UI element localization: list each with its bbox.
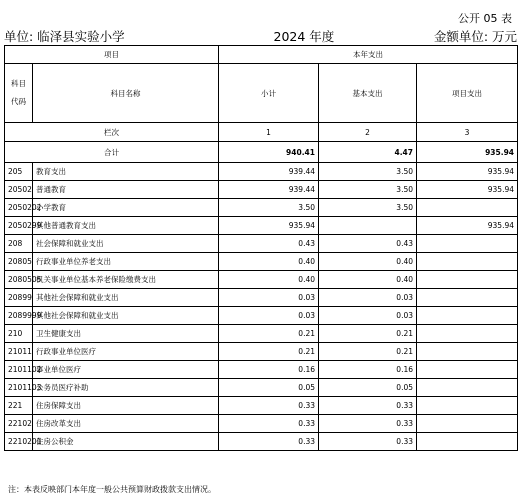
cell-subtotal: 0.40: [219, 253, 319, 271]
header-basic: 基本支出: [319, 64, 417, 123]
header-name: 科目名称: [33, 64, 219, 123]
cell-basic: 0.05: [319, 379, 417, 397]
cell-name: 小学教育: [33, 199, 219, 217]
cell-subtotal: 0.03: [219, 307, 319, 325]
cell-project: [417, 415, 518, 433]
cell-project: [417, 343, 518, 361]
cell-basic: 3.50: [319, 163, 417, 181]
cell-basic: 0.33: [319, 397, 417, 415]
cell-name: 住房改革支出: [33, 415, 219, 433]
cell-subtotal: 939.44: [219, 181, 319, 199]
total-subtotal: 940.41: [219, 142, 319, 163]
cell-project: [417, 325, 518, 343]
cell-basic: 0.33: [319, 433, 417, 451]
cell-code: 2101103: [5, 379, 33, 397]
column-index-label: 栏次: [5, 123, 219, 142]
table-row: [5, 217, 518, 235]
cell-basic: 0.03: [319, 307, 417, 325]
cell-code: 20899: [5, 289, 33, 307]
cell-basic: 0.21: [319, 325, 417, 343]
cell-name: 事业单位医疗: [33, 361, 219, 379]
table-row: [5, 235, 518, 253]
money-unit-label: 金额单位: 万元: [433, 29, 517, 44]
cell-project: [417, 433, 518, 451]
column-index-3: 3: [417, 123, 518, 142]
cell-subtotal: 0.40: [219, 271, 319, 289]
table-row: [5, 379, 518, 397]
table-header-info: [4, 27, 517, 46]
cell-subtotal: 3.50: [219, 199, 319, 217]
cell-basic: 3.50: [319, 199, 417, 217]
table-row: [5, 163, 518, 181]
cell-code: 2089999: [5, 307, 33, 325]
cell-project: [417, 253, 518, 271]
cell-project: [417, 379, 518, 397]
cell-code: 205: [5, 163, 33, 181]
table-row: [5, 289, 518, 307]
cell-basic: 0.43: [319, 235, 417, 253]
cell-basic: 0.33: [319, 415, 417, 433]
column-index-row: [5, 123, 518, 142]
cell-name: 公务员医疗补助: [33, 379, 219, 397]
cell-name: 教育支出: [33, 163, 219, 181]
cell-project: 935.94: [417, 163, 518, 181]
header-item: 项目: [5, 46, 219, 64]
cell-basic: 0.03: [319, 289, 417, 307]
table-row: [5, 271, 518, 289]
cell-project: [417, 397, 518, 415]
cell-project: [417, 361, 518, 379]
header-row-1: [5, 46, 518, 64]
cell-project: 935.94: [417, 181, 518, 199]
table-row: [5, 181, 518, 199]
cell-name: 行政事业单位养老支出: [33, 253, 219, 271]
cell-name: 其他社会保障和就业支出: [33, 307, 219, 325]
cell-subtotal: 0.16: [219, 361, 319, 379]
cell-subtotal: 0.03: [219, 289, 319, 307]
cell-subtotal: 0.33: [219, 433, 319, 451]
total-basic: 4.47: [319, 142, 417, 163]
cell-project: [417, 199, 518, 217]
column-index-2: 2: [319, 123, 417, 142]
table-row: [5, 361, 518, 379]
cell-subtotal: 935.94: [219, 217, 319, 235]
cell-code: 20502: [5, 181, 33, 199]
table-row: [5, 199, 518, 217]
table-row: [5, 415, 518, 433]
cell-project: [417, 271, 518, 289]
cell-code: 22102: [5, 415, 33, 433]
cell-code: 221: [5, 397, 33, 415]
cell-name: 机关事业单位基本养老保险缴费支出: [33, 271, 219, 289]
cell-code: 2210201: [5, 433, 33, 451]
cell-code: 2080505: [5, 271, 33, 289]
cell-code: 21011: [5, 343, 33, 361]
table-row: [5, 307, 518, 325]
cell-project: [417, 307, 518, 325]
cell-name: 社会保障和就业支出: [33, 235, 219, 253]
total-project: 935.94: [417, 142, 518, 163]
cell-basic: 0.21: [319, 343, 417, 361]
cell-subtotal: 939.44: [219, 163, 319, 181]
cell-name: 其他普通教育支出: [33, 217, 219, 235]
total-row: [5, 142, 518, 163]
cell-name: 行政事业单位医疗: [33, 343, 219, 361]
cell-basic: [319, 217, 417, 235]
cell-project: [417, 289, 518, 307]
cell-name: 普通教育: [33, 181, 219, 199]
cell-subtotal: 0.05: [219, 379, 319, 397]
footnote: 注：本表反映部门本年度一般公共预算财政拨款支出情况。: [8, 485, 216, 494]
cell-code: 2050202: [5, 199, 33, 217]
cell-name: 卫生健康支出: [33, 325, 219, 343]
cell-name: 其他社会保障和就业支出: [33, 289, 219, 307]
cell-code: 208: [5, 235, 33, 253]
cell-subtotal: 0.43: [219, 235, 319, 253]
cell-subtotal: 0.21: [219, 343, 319, 361]
cell-project: 935.94: [417, 217, 518, 235]
header-current-year: 本年支出: [219, 46, 518, 64]
cell-code: 2050299: [5, 217, 33, 235]
cell-basic: 3.50: [319, 181, 417, 199]
header-subtotal: 小计: [219, 64, 319, 123]
cell-code: 2101102: [5, 361, 33, 379]
header-code: 科目代码: [5, 64, 33, 123]
cell-code: 20805: [5, 253, 33, 271]
year-label: 2024 年度: [273, 29, 335, 44]
expenditure-table: [4, 45, 518, 451]
cell-basic: 0.16: [319, 361, 417, 379]
header-project: 项目支出: [417, 64, 518, 123]
cell-name: 住房保障支出: [33, 397, 219, 415]
table-row: [5, 325, 518, 343]
header-row-2: [5, 64, 518, 123]
cell-basic: 0.40: [319, 271, 417, 289]
cell-subtotal: 0.21: [219, 325, 319, 343]
cell-subtotal: 0.33: [219, 415, 319, 433]
cell-name: 住房公积金: [33, 433, 219, 451]
table-row: [5, 343, 518, 361]
cell-subtotal: 0.33: [219, 397, 319, 415]
total-label: 合计: [5, 142, 219, 163]
table-row: [5, 397, 518, 415]
table-row: [5, 433, 518, 451]
table-row: [5, 253, 518, 271]
cell-code: 210: [5, 325, 33, 343]
column-index-1: 1: [219, 123, 319, 142]
form-number: 公开 05 表: [458, 12, 512, 25]
unit-label: 单位: 临泽县实验小学: [4, 29, 125, 44]
cell-project: [417, 235, 518, 253]
cell-basic: 0.40: [319, 253, 417, 271]
